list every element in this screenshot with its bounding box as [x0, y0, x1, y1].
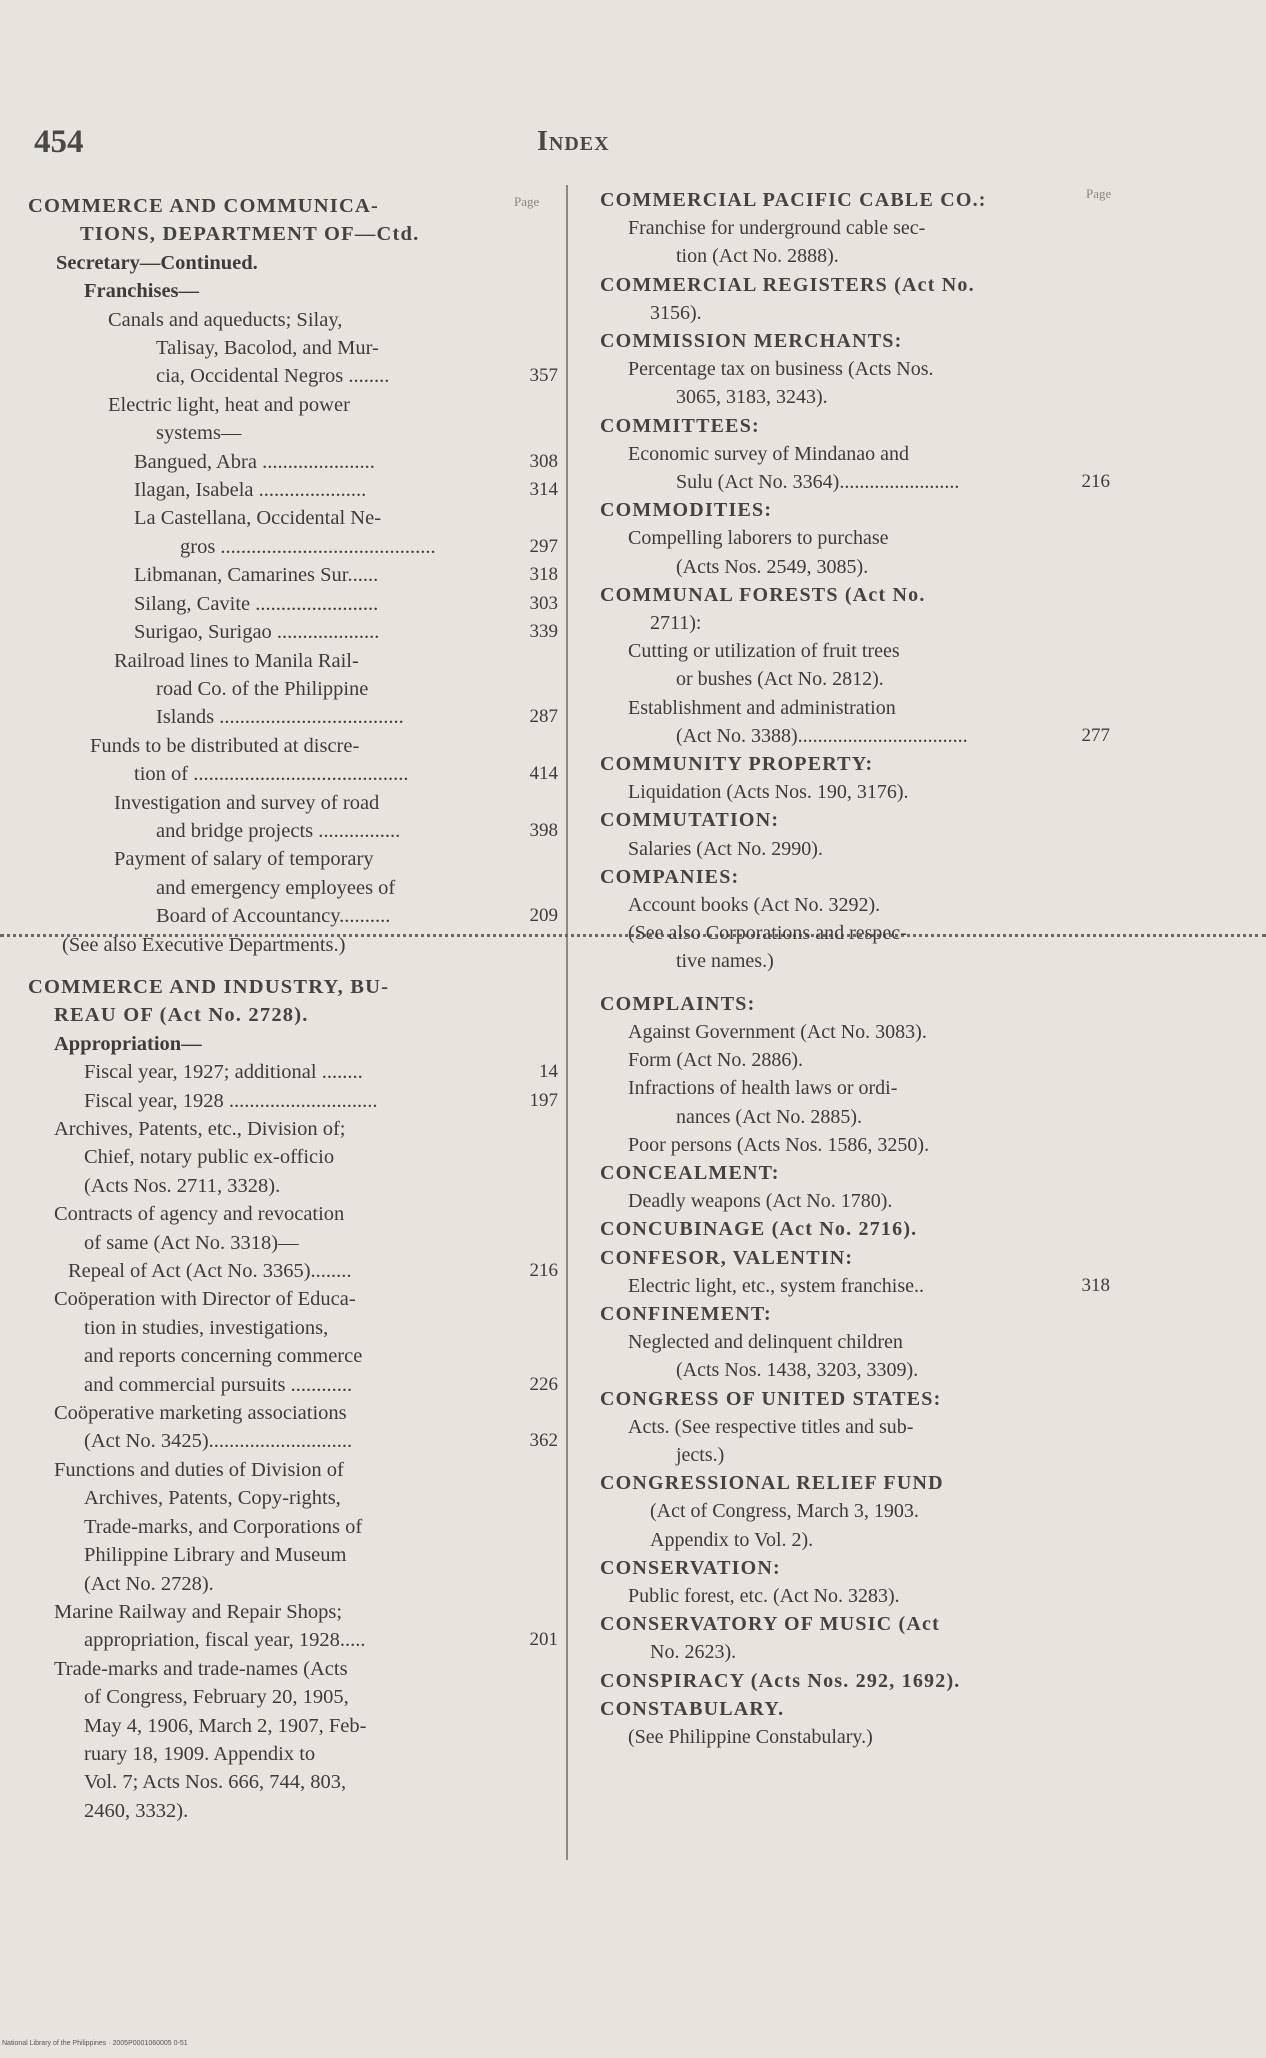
entry-text: (Acts Nos. 1438, 3203, 3309). [676, 1359, 919, 1382]
entry-text: Canals and aqueducts; Silay, [108, 308, 343, 331]
index-entry [28, 703, 558, 731]
index-entry [28, 533, 558, 561]
index-entry [600, 609, 1110, 637]
index-entry [600, 1074, 1110, 1102]
entry-text: 2460, 3332). [84, 1799, 189, 1822]
entry-text: CONSERVATORY OF MUSIC (Act [600, 1613, 940, 1636]
entry-text: Form (Act No. 2886). [628, 1049, 803, 1072]
entry-text: CONFINEMENT: [600, 1302, 772, 1325]
entry-text: Marine Railway and Repair Shops; [54, 1600, 343, 1623]
entry-text: Surigao, Surigao .................... [134, 621, 380, 644]
index-heading [600, 1554, 1110, 1582]
index-heading [600, 1244, 1110, 1272]
entry-text: nances (Act No. 2885). [676, 1105, 863, 1128]
entry-text: COMMERCIAL REGISTERS (Act No. [600, 273, 975, 296]
entry-text: (See Philippine Constabulary.) [628, 1725, 873, 1748]
index-heading [600, 863, 1110, 891]
entry-text: tive names.) [676, 950, 774, 973]
index-heading [600, 186, 1110, 214]
entry-text: 3156). [650, 301, 702, 324]
entry-text: Electric light, etc., system franchise.. [628, 1274, 925, 1297]
page-reference: 197 [529, 1089, 558, 1111]
page-reference: 226 [529, 1373, 558, 1395]
entry-text: CONGRESS OF UNITED STATES: [600, 1387, 942, 1410]
index-entry [600, 242, 1110, 270]
entry-text: Trade-marks, and Corporations of [84, 1515, 363, 1538]
index-entry [28, 1257, 558, 1285]
entry-text: COMPANIES: [600, 865, 740, 888]
index-heading [28, 220, 558, 248]
entry-text: COMMISSION MERCHANTS: [600, 330, 903, 353]
entry-text: Vol. 7; Acts Nos. 666, 744, 803, [84, 1771, 347, 1794]
index-entry [28, 1427, 558, 1455]
index-heading [600, 412, 1110, 440]
left-index-column [28, 192, 558, 1825]
index-entry [600, 891, 1110, 919]
entry-text: of same (Act No. 3318)— [84, 1231, 299, 1254]
index-entry [600, 1441, 1110, 1469]
index-entry [600, 553, 1110, 581]
index-heading [600, 1667, 1110, 1695]
entry-text: (Act No. 3388).................................. [676, 724, 968, 747]
index-heading [600, 1159, 1110, 1187]
page-reference: 216 [529, 1260, 558, 1282]
index-entry [28, 1314, 558, 1342]
index-entry [600, 468, 1110, 496]
page-reference: 339 [529, 621, 558, 643]
index-entry [28, 1768, 558, 1796]
entry-text: 2711): [650, 612, 702, 635]
entry-text: Neglected and delinquent children [628, 1331, 903, 1354]
entry-text: Liquidation (Acts Nos. 190, 3176). [628, 781, 909, 804]
index-heading [600, 990, 1110, 1018]
entry-text: Coöperation with Director of Educa- [54, 1288, 356, 1311]
index-entry [28, 1740, 558, 1768]
entry-text: Bangued, Abra ...................... [134, 450, 375, 473]
entry-text: Electric light, heat and power [108, 393, 350, 416]
index-entry [28, 504, 558, 532]
page-reference: 318 [1081, 1274, 1110, 1296]
column-divider [566, 185, 568, 1860]
index-entry [28, 845, 558, 873]
entry-text: Archives, Patents, etc., Division of; [54, 1118, 346, 1140]
index-heading [600, 496, 1110, 524]
entry-text: CONFESOR, VALENTIN: [600, 1246, 854, 1269]
index-entry [28, 1087, 558, 1115]
index-heading [600, 1385, 1110, 1413]
index-entry [600, 214, 1110, 242]
entry-text: CONSERVATION: [600, 1556, 781, 1579]
entry-text: Trade-marks and trade-names (Acts [54, 1657, 348, 1680]
page-reference: 318 [529, 564, 558, 586]
index-entry [600, 1046, 1110, 1074]
index-heading [28, 192, 558, 220]
index-heading [600, 271, 1110, 299]
index-entry [28, 1541, 558, 1569]
index-entry [28, 1172, 558, 1200]
index-entry [28, 1712, 558, 1740]
index-heading [600, 1300, 1110, 1328]
entry-text: Contracts of agency and revocation [54, 1203, 345, 1226]
index-entry [28, 1456, 558, 1484]
entry-text: Sulu (Act No. 3364)........................ [676, 471, 960, 494]
index-entry [600, 524, 1110, 552]
page-reference: 314 [529, 479, 558, 501]
entry-text: Talisay, Bacolod, and Mur- [156, 337, 379, 360]
page-reference: 297 [529, 535, 558, 557]
entry-text: COMMERCIAL PACIFIC CABLE CO.: [600, 189, 987, 211]
index-heading [600, 1695, 1110, 1723]
index-entry [600, 637, 1110, 665]
page-reference: 398 [529, 819, 558, 841]
index-entry [28, 618, 558, 646]
index-entry [28, 1683, 558, 1711]
entry-text: Investigation and survey of road [114, 791, 380, 814]
entry-text: Ilagan, Isabela ..................... [134, 479, 367, 502]
index-entry [28, 675, 558, 703]
page-reference: 201 [529, 1629, 558, 1651]
index-entry [600, 1497, 1110, 1525]
entry-text: Board of Accountancy.......... [156, 905, 391, 928]
index-entry [28, 1371, 558, 1399]
index-entry [28, 1655, 558, 1683]
index-entry [28, 362, 558, 390]
entry-text: Appropriation— [54, 1032, 202, 1055]
page-reference: 14 [539, 1061, 558, 1083]
index-entry [28, 1484, 558, 1512]
index-entry [600, 1018, 1110, 1046]
index-heading [600, 806, 1110, 834]
entry-text: May 4, 1906, March 2, 1907, Feb- [84, 1714, 367, 1737]
entry-text: tion in studies, investigations, [84, 1316, 329, 1339]
entry-text: tion (Act No. 2888). [676, 245, 839, 268]
index-entry [600, 1723, 1110, 1751]
entry-text: ruary 18, 1909. Appendix to [84, 1742, 316, 1765]
entry-text: (Acts Nos. 2549, 3085). [676, 555, 869, 578]
entry-text: Poor persons (Acts Nos. 1586, 3250). [628, 1133, 930, 1156]
index-entry [28, 306, 558, 334]
entry-text: (See also Corporations and respec- [628, 922, 907, 945]
scan-footer: National Library of the Philippines · 2005P0001060005 0-51 [2, 2040, 188, 2047]
index-heading [600, 750, 1110, 778]
index-entry [28, 1513, 558, 1541]
entry-text: Philippine Library and Museum [84, 1544, 347, 1567]
entry-text: Coöperative marketing associations [54, 1402, 347, 1425]
index-entry [28, 590, 558, 618]
entry-text: Secretary—Continued. [56, 251, 258, 274]
index-heading [600, 327, 1110, 355]
entry-text: road Co. of the Philippine [156, 677, 369, 700]
index-entry [600, 1356, 1110, 1384]
index-entry [28, 419, 558, 447]
index-entry [28, 1115, 558, 1143]
index-entry [28, 1342, 558, 1370]
page-number: 454 [34, 124, 84, 160]
index-entry [600, 1413, 1110, 1441]
entry-text: COMMUNAL FORESTS (Act No. [600, 583, 926, 606]
entry-text: (Act No. 2728). [84, 1572, 214, 1595]
index-entry [28, 931, 558, 959]
entry-text: Deadly weapons (Act No. 1780). [628, 1190, 893, 1213]
index-entry [600, 778, 1110, 806]
page-reference: 209 [529, 905, 558, 927]
page-reference: 308 [529, 450, 558, 472]
index-entry [600, 665, 1110, 693]
entry-text: gros .......................................... [180, 535, 436, 558]
index-entry [28, 476, 558, 504]
index-entry [28, 732, 558, 760]
index-entry [600, 1131, 1110, 1159]
entry-text: Chief, notary public ex-officio [84, 1146, 335, 1169]
index-entry [28, 1570, 558, 1598]
index-entry [28, 1030, 558, 1058]
entry-text: and reports concerning commerce [84, 1345, 363, 1368]
entry-text: CONGRESSIONAL RELIEF FUND [600, 1472, 944, 1495]
entry-text: CONCEALMENT: [600, 1161, 780, 1184]
index-entry [28, 561, 558, 589]
page-reference: 216 [1081, 471, 1110, 493]
entry-text: systems— [156, 422, 242, 445]
index-entry [28, 1598, 558, 1626]
entry-text: Payment of salary of temporary [114, 848, 374, 871]
entry-text: Repeal of Act (Act No. 3365)........ [68, 1260, 352, 1283]
index-entry [600, 1638, 1110, 1666]
index-entry [28, 391, 558, 419]
index-heading [28, 1001, 558, 1029]
page-reference: 362 [529, 1430, 558, 1452]
index-entry [600, 1328, 1110, 1356]
entry-text: Infractions of health laws or ordi- [628, 1077, 898, 1100]
index-heading [600, 1610, 1110, 1638]
index-entry [28, 1797, 558, 1825]
entry-text: and bridge projects ................ [156, 819, 401, 842]
entry-text: (Acts Nos. 2711, 3328). [84, 1174, 281, 1197]
index-entry [600, 1582, 1110, 1610]
entry-text: appropriation, fiscal year, 1928..... [84, 1629, 366, 1652]
index-entry [600, 1526, 1110, 1554]
index-entry [600, 355, 1110, 383]
index-entry [28, 1143, 558, 1171]
entry-text: Compelling laborers to purchase [628, 527, 889, 550]
entry-text: Silang, Cavite ........................ [134, 592, 379, 615]
page-reference: 287 [529, 706, 558, 728]
section-gap [600, 976, 1110, 990]
index-heading [600, 581, 1110, 609]
entry-text: (Act No. 3425)............................ [84, 1430, 353, 1453]
page-reference: 277 [1081, 724, 1110, 746]
right-index-column [600, 186, 1110, 1751]
entry-text: Economic survey of Mindanao and [628, 442, 910, 465]
index-entry [28, 789, 558, 817]
entry-text: Railroad lines to Manila Rail- [114, 649, 359, 672]
entry-text: of Congress, February 20, 1905, [84, 1686, 349, 1709]
index-heading [600, 1469, 1110, 1497]
entry-text: Against Government (Act No. 3083). [628, 1020, 927, 1043]
entry-text: Appendix to Vol. 2). [650, 1528, 814, 1551]
index-entry [28, 1626, 558, 1654]
entry-text: Franchise for underground cable sec- [628, 217, 926, 240]
index-entry [600, 835, 1110, 863]
index-entry [28, 249, 558, 277]
index-entry [600, 1272, 1110, 1300]
index-entry [600, 694, 1110, 722]
index-entry [28, 1058, 558, 1086]
entry-text: Islands .................................... [156, 706, 404, 729]
entry-text: COMPLAINTS: [600, 992, 756, 1015]
index-entry [600, 383, 1110, 411]
entry-text: and commercial pursuits ............ [84, 1373, 353, 1396]
entry-text: COMMERCE AND COMMUNICA- [28, 195, 380, 217]
entry-text: CONSTABULARY. [600, 1697, 785, 1720]
page-column-label: Page [514, 194, 540, 209]
entry-text: Establishment and administration [628, 696, 896, 719]
entry-text: Cutting or utilization of fruit trees [628, 640, 900, 663]
index-entry [28, 1229, 558, 1257]
index-entry [28, 277, 558, 305]
entry-text: Funds to be distributed at discre- [90, 734, 360, 757]
entry-text: COMMUNITY PROPERTY: [600, 753, 874, 776]
entry-text: and emergency employees of [156, 876, 396, 899]
entry-text: COMMUTATION: [600, 809, 780, 832]
index-entry [28, 760, 558, 788]
entry-text: tion of .......................................... [134, 763, 409, 786]
entry-text: COMMERCE AND INDUSTRY, BU- [28, 975, 390, 998]
index-entry [600, 919, 1110, 947]
entry-text: or bushes (Act No. 2812). [676, 668, 884, 691]
entry-text: TIONS, DEPARTMENT OF—Ctd. [80, 223, 420, 246]
index-entry [600, 1187, 1110, 1215]
entry-text: Archives, Patents, Copy-rights, [84, 1487, 341, 1510]
entry-text: Percentage tax on business (Acts Nos. [628, 358, 934, 381]
entry-text: COMMODITIES: [600, 499, 773, 522]
page-column-label: Page [1086, 186, 1112, 201]
entry-text: Franchises— [84, 280, 200, 303]
entry-text: Functions and duties of Division of [54, 1458, 344, 1481]
index-entry [600, 947, 1110, 975]
index-entry [28, 874, 558, 902]
index-entry [600, 1103, 1110, 1131]
entry-text: Salaries (Act No. 2990). [628, 837, 823, 860]
page-reference: 357 [529, 365, 558, 387]
entry-text: La Castellana, Occidental Ne- [134, 507, 382, 530]
entry-text: Acts. (See respective titles and sub- [628, 1415, 914, 1438]
entry-text: CONCUBINAGE (Act No. 2716). [600, 1218, 918, 1241]
entry-text: jects.) [676, 1443, 725, 1466]
entry-text: Libmanan, Camarines Sur...... [134, 564, 379, 587]
index-entry [28, 817, 558, 845]
index-entry [600, 440, 1110, 468]
entry-text: Fiscal year, 1927; additional ........ [84, 1061, 363, 1084]
entry-text: cia, Occidental Negros ........ [156, 365, 390, 388]
index-entry [28, 1399, 558, 1427]
index-entry [28, 334, 558, 362]
index-heading [28, 973, 558, 1001]
page-reference: 303 [529, 592, 558, 614]
page-reference: 414 [529, 763, 558, 785]
running-head: Index [537, 126, 610, 157]
entry-text: No. 2623). [650, 1641, 737, 1664]
entry-text: COMMITTEES: [600, 414, 760, 437]
index-entry [28, 448, 558, 476]
entry-text: (Act of Congress, March 3, 1903. [650, 1500, 919, 1523]
entry-text: 3065, 3183, 3243). [676, 386, 828, 409]
entry-text: Public forest, etc. (Act No. 3283). [628, 1584, 900, 1607]
index-entry [600, 299, 1110, 327]
entry-text: REAU OF (Act No. 2728). [54, 1004, 309, 1027]
index-entry [28, 1200, 558, 1228]
index-heading [600, 1215, 1110, 1243]
index-entry [28, 902, 558, 930]
section-gap [28, 959, 558, 973]
index-entry [28, 1285, 558, 1313]
index-entry [600, 722, 1110, 750]
entry-text: (See also Executive Departments.) [62, 933, 346, 956]
entry-text: Fiscal year, 1928 ............................. [84, 1089, 378, 1112]
entry-text: Account books (Act No. 3292). [628, 894, 881, 917]
index-entry [28, 647, 558, 675]
entry-text: CONSPIRACY (Acts Nos. 292, 1692). [600, 1669, 961, 1692]
